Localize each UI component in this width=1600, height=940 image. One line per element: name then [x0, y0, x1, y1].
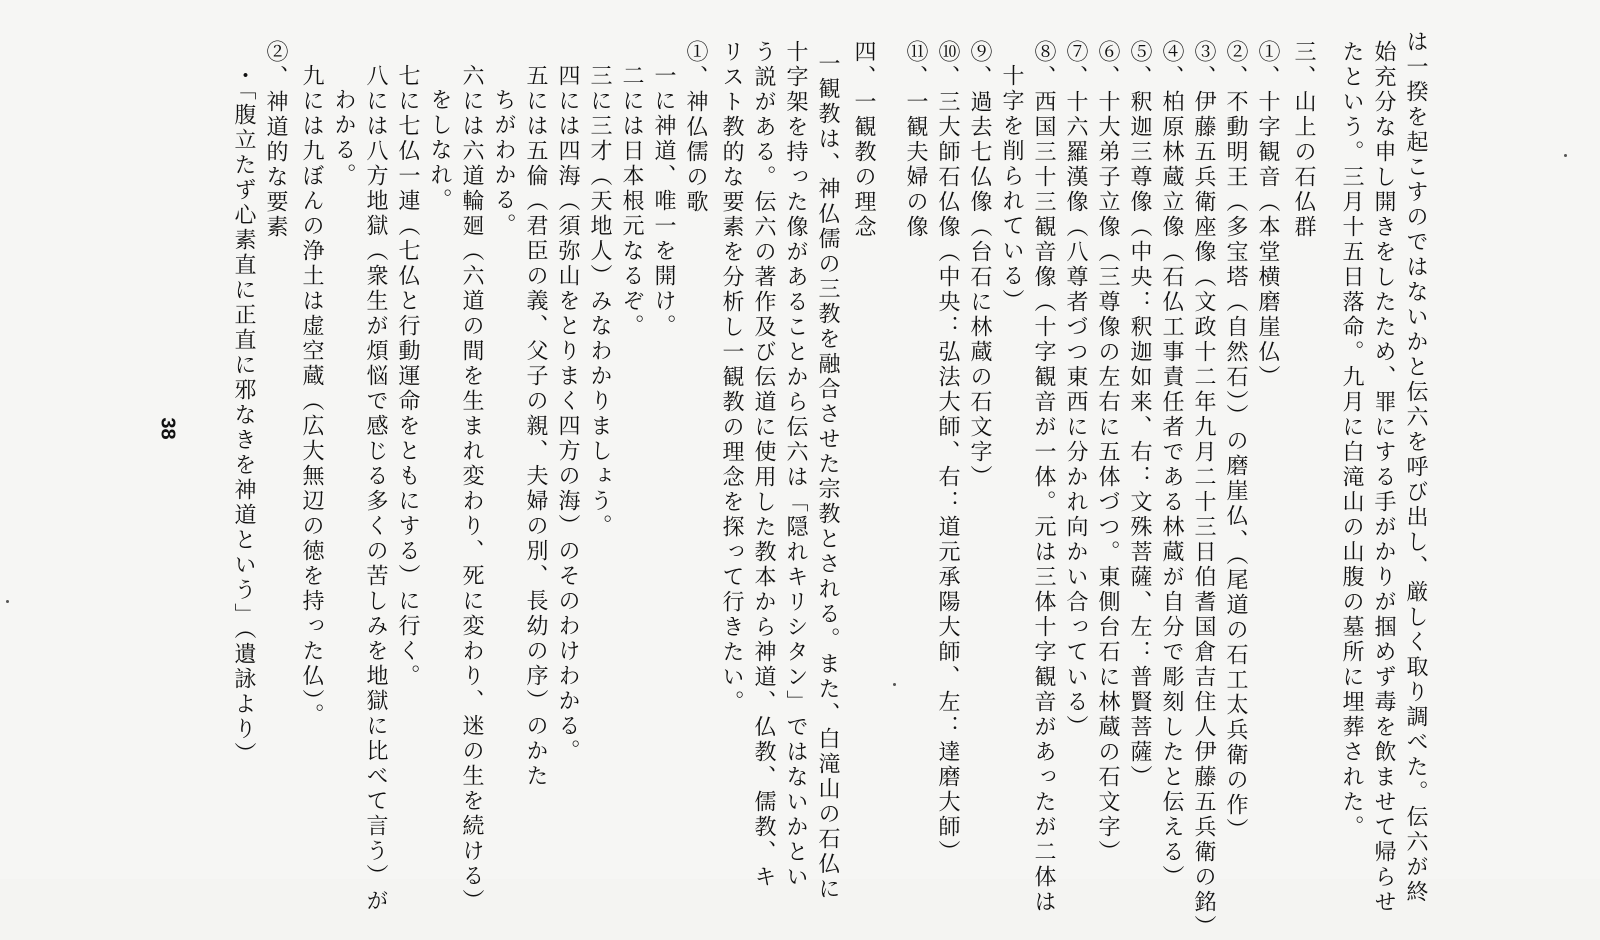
- text-column: 二には日本根元なるぞ。: [619, 64, 644, 339]
- text-column: ⑧、西国三十三観音像（十字観音が一体。元は三体十字観音があったが二体は: [1031, 40, 1056, 915]
- text-column: ・「腹立たず心素直に正直に邪なきを神道という」（遺詠より）: [231, 64, 256, 767]
- text-column: ②、神道的な要素: [263, 40, 288, 240]
- text-column: ⑨、過去七仏像（台石に林蔵の石文字）: [967, 40, 992, 490]
- scan-speck: [6, 600, 9, 603]
- text-column: 三に三才（天地人）みなわかりましょう。: [587, 64, 612, 539]
- text-column: 四、一観教の理念: [851, 40, 876, 240]
- text-column: わかる。: [331, 88, 356, 188]
- page-number: 38: [156, 417, 179, 440]
- text-column: ②、不動明王（多宝塔（自然石））の磨崖仏、（尾道の石工太兵衛の作）: [1223, 40, 1248, 843]
- text-column: ③、伊藤五兵衛座像（文政十二年九月二十三日伯耆国倉吉住人伊藤五兵衛の銘）: [1191, 40, 1216, 940]
- text-column: たという。三月十五日落命。九月に白滝山の山腹の墓所に埋葬された。: [1339, 40, 1364, 840]
- text-column: ⑩、三大師石仏像（中央：弘法大師、右：道元承陽大師、左：達磨大師）: [935, 40, 960, 865]
- text-column: 四には四海（須弥山をとりまく四方の海）のそのわけわかる。: [555, 64, 580, 764]
- text-column: 一に神道、唯一を開け。: [651, 64, 676, 339]
- text-column: 十字を削られている）: [999, 64, 1024, 314]
- scan-speck: [1564, 154, 1567, 157]
- text-column: ⑤、釈迦三尊像（中央：釈迦如来、右：文殊菩薩、左：普賢菩薩）: [1127, 40, 1152, 790]
- text-column: ④、柏原林蔵立像（石仏工事責任者である林蔵が自分で彫刻したと伝える）: [1159, 40, 1184, 890]
- text-column: 六には六道輪廻（六道の間を生まれ変わり、死に変わり、迷の生を続ける）: [459, 64, 484, 914]
- text-column: ⑥、十大弟子立像（三尊像の左右に五体づつ。東側台石に林蔵の石文字）: [1095, 40, 1120, 865]
- text-column: ⑦、十六羅漢像（八尊者づつ東西に分かれ向かい合っている）: [1063, 40, 1088, 740]
- text-column: 一観教は、神仏儒の三教を融合させた宗教とされる。また、白滝山の石仏に: [815, 52, 840, 902]
- text-column: 八には八方地獄（衆生が煩悩で感じる多くの苦しみを地獄に比べて言う）が: [363, 64, 388, 914]
- text-column: 始充分な申し開きをしたため、罪にする手がかりが掴めず毒を飲ませて帰らせ: [1371, 40, 1396, 915]
- text-column: う説がある。伝六の著作及び伝道に使用した教本から神道、仏教、儒教、キ: [751, 40, 776, 890]
- text-column: ①、十字観音（本堂横磨崖仏）: [1255, 40, 1280, 390]
- text-column: ①、神仏儒の歌: [683, 40, 708, 215]
- scan-speck: [893, 683, 896, 686]
- text-column: 十字架を持った像があることから伝六は「隠れキリシタン」ではないかとい: [783, 40, 808, 890]
- text-column: 五には五倫（君臣の義、父子の親、夫婦の別、長幼の序）のかた: [523, 64, 548, 789]
- text-column: 三、山上の石仏群: [1291, 40, 1316, 240]
- text-column: は一揆を起こすのではないかと伝六を呼び出し、厳しく取り調べた。伝六が終: [1403, 30, 1428, 905]
- text-column: 七に七仏一連（七仏と行動運命をともにする）に行く。: [395, 64, 420, 689]
- text-column: をしなれ。: [427, 88, 452, 213]
- text-column: リスト教的な要素を分析し一観教の理念を探って行きたい。: [719, 40, 744, 715]
- text-column: 九には九ぼんの浄土は虚空蔵（広大無辺の徳を持った仏）。: [299, 64, 324, 728]
- text-column: ちがわかる。: [491, 88, 516, 238]
- text-column: ⑪、一観夫婦の像: [903, 40, 928, 240]
